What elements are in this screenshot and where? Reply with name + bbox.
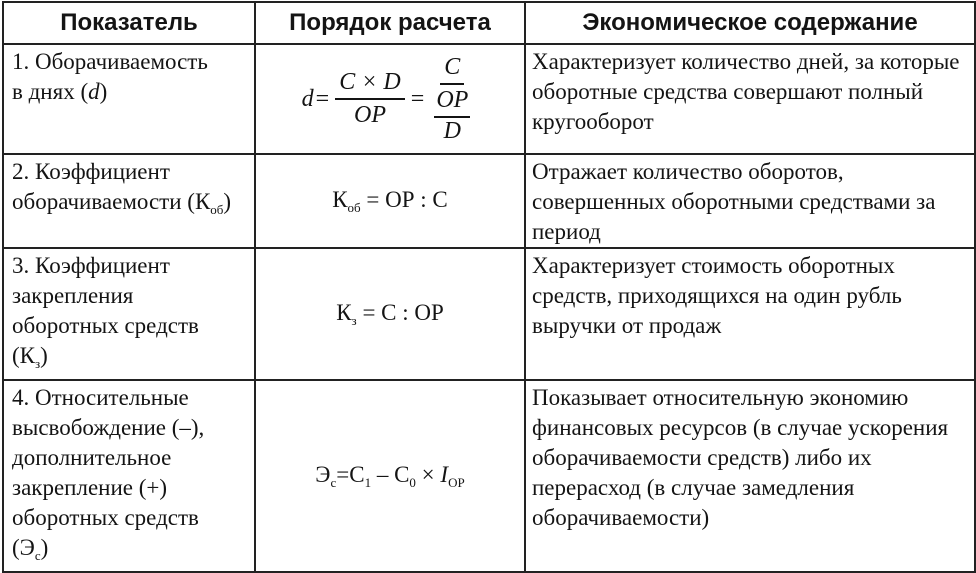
indicator-cell: 2. Коэффициент оборачиваемости $(К_{об})$ [3, 154, 255, 248]
economic-meaning-cell: Характеризует стоимость оборотных средств, приходящихся на один рубль выручки от продаж [525, 248, 975, 380]
formula-days: d = $\frac{C \times D}{OP}$ = C OP D [301, 53, 469, 144]
header-calculation: Порядок расчета [255, 2, 525, 44]
formula-cell [255, 154, 525, 248]
formula-fixing-ratio: $К_з = С$ : ОР [336, 299, 444, 328]
header-row [3, 2, 975, 44]
indicators-table [2, 1, 976, 573]
formula-cell [255, 248, 525, 380]
formula-cell [255, 380, 525, 572]
indicator-cell: 3. Коэффициент закрепления оборотных средств $(К_з)$ [3, 248, 255, 380]
table-row [3, 154, 975, 248]
header-indicator: Показатель [3, 2, 255, 44]
table-row [3, 380, 975, 572]
indicator-cell: 1. Оборачиваемость в днях (d) [3, 44, 255, 154]
table-row [3, 248, 975, 380]
economic-meaning-cell: Характеризует количество дней, за которые оборотные средства совершают полный кругооборот [525, 44, 975, 154]
economic-meaning-cell: Отражает количество оборотов, совершенных оборотными средствами за период [525, 154, 975, 248]
indicator-cell: 4. Относительные высвобождение (–), дополнительное закрепление (+) оборотных средств $(Э_с)$ [3, 380, 255, 572]
formula-turnover-ratio: $К_{об}$ = ОР : С [332, 186, 448, 215]
formula-release: $Э_с=С_1 - С_0 \times I_{ОР}$ [315, 461, 465, 490]
table-row [3, 44, 975, 154]
economic-meaning-cell: Показывает относительную экономию финансовых ресурсов (в случае ускорения оборачиваемости средств) либо их перерасход (в случае замедления оборачиваемости) [525, 380, 975, 572]
header-economic-meaning: Экономическое содержание [525, 2, 975, 44]
formula-cell [255, 44, 525, 154]
